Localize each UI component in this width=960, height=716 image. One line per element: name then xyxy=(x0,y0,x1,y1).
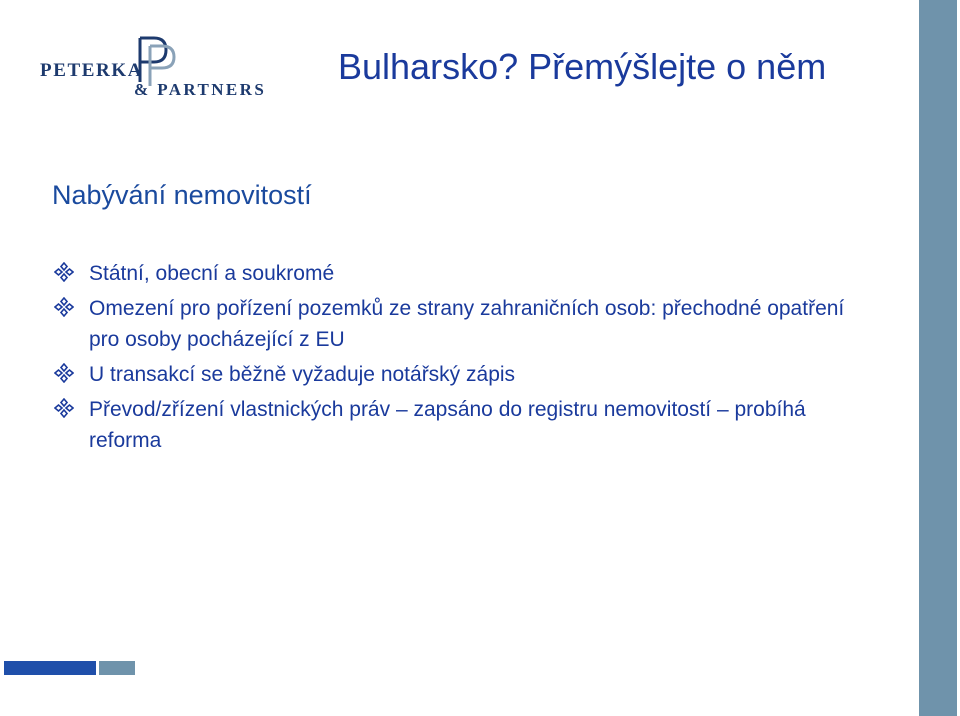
bullet-list xyxy=(54,258,854,460)
bullet-text: Převod/zřízení vlastnických práv – zapsáno do registru nemovitostí – probíhá reforma xyxy=(89,398,806,452)
diamond-quad-bullet-icon xyxy=(54,398,74,418)
diamond-quad-bullet-icon xyxy=(54,363,74,383)
bullet-item-3 xyxy=(54,359,854,390)
diamond-quad-bullet-icon xyxy=(54,262,74,282)
logo-text-partners: & PARTNERS xyxy=(134,80,267,99)
bullet-text: Omezení pro pořízení pozemků ze strany zahraničních osob: přechodné opatření pro osoby pocházející z EU xyxy=(89,297,845,351)
logo-text-peterka: PETERKA xyxy=(40,60,144,81)
bullet-text: U transakcí se běžně vyžaduje notářský zápis xyxy=(89,363,516,386)
bullet-item-4 xyxy=(54,394,854,456)
footer-bar-light xyxy=(99,661,135,675)
pp-monogram-icon xyxy=(138,36,178,86)
footer-bar-dark xyxy=(4,661,96,675)
slide-subtitle: Nabývání nemovitostí xyxy=(52,180,312,210)
right-side-bar xyxy=(919,0,957,716)
diamond-quad-bullet-icon xyxy=(54,297,74,317)
slide-title: Bulharsko? Přemýšlejte o něm xyxy=(338,46,827,87)
bullet-text: Státní, obecní a soukromé xyxy=(89,262,335,285)
bullet-item-1 xyxy=(54,258,854,289)
peterka-partners-logo xyxy=(38,36,270,102)
bullet-item-2 xyxy=(54,293,854,355)
